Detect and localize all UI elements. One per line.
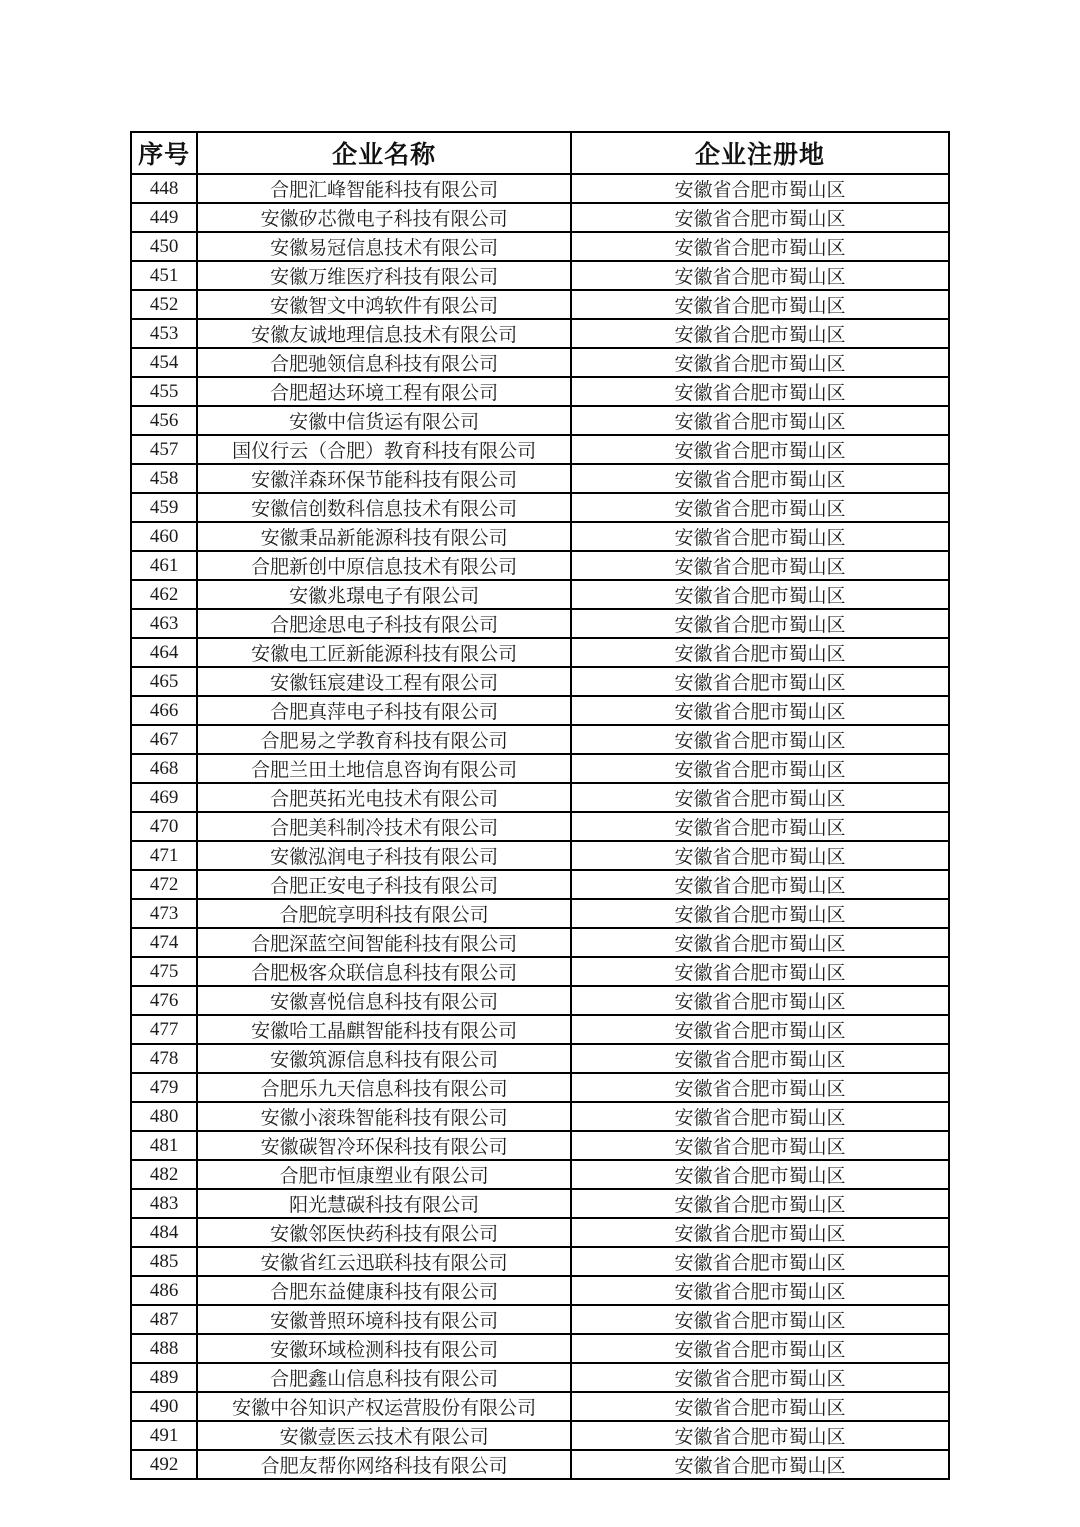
table-row bbox=[131, 319, 949, 348]
table-row bbox=[131, 1392, 949, 1421]
table-row bbox=[131, 1102, 949, 1131]
serial-number-cell: 477 bbox=[131, 1015, 197, 1044]
company-name-cell: 合肥超达环境工程有限公司 bbox=[197, 377, 571, 406]
serial-number-cell: 483 bbox=[131, 1189, 197, 1218]
company-name-cell: 合肥兰田土地信息咨询有限公司 bbox=[197, 754, 571, 783]
serial-number-cell: 451 bbox=[131, 261, 197, 290]
registration-location-cell: 安徽省合肥市蜀山区 bbox=[571, 348, 949, 377]
company-name-cell: 安徽智文中鸿软件有限公司 bbox=[197, 290, 571, 319]
company-name-cell: 合肥极客众联信息科技有限公司 bbox=[197, 957, 571, 986]
company-name-cell: 安徽友诚地理信息技术有限公司 bbox=[197, 319, 571, 348]
registration-location-cell: 安徽省合肥市蜀山区 bbox=[571, 1160, 949, 1189]
serial-number-cell: 474 bbox=[131, 928, 197, 957]
table-body bbox=[131, 174, 949, 1479]
company-name-cell: 安徽洋森环保节能科技有限公司 bbox=[197, 464, 571, 493]
registration-location-cell: 安徽省合肥市蜀山区 bbox=[571, 493, 949, 522]
registration-location-cell: 安徽省合肥市蜀山区 bbox=[571, 232, 949, 261]
table-row bbox=[131, 580, 949, 609]
serial-number-cell: 464 bbox=[131, 638, 197, 667]
table-row bbox=[131, 377, 949, 406]
registration-location-cell: 安徽省合肥市蜀山区 bbox=[571, 725, 949, 754]
serial-number-cell: 478 bbox=[131, 1044, 197, 1073]
serial-number-cell: 462 bbox=[131, 580, 197, 609]
company-name-cell: 合肥真萍电子科技有限公司 bbox=[197, 696, 571, 725]
registration-location-cell: 安徽省合肥市蜀山区 bbox=[571, 522, 949, 551]
serial-number-cell: 489 bbox=[131, 1363, 197, 1392]
company-name-cell: 安徽哈工晶麒智能科技有限公司 bbox=[197, 1015, 571, 1044]
header-company-name: 企业名称 bbox=[197, 132, 571, 174]
table-row bbox=[131, 899, 949, 928]
company-name-cell: 合肥驰领信息科技有限公司 bbox=[197, 348, 571, 377]
serial-number-cell: 485 bbox=[131, 1247, 197, 1276]
serial-number-cell: 491 bbox=[131, 1421, 197, 1450]
company-name-cell: 安徽普照环境科技有限公司 bbox=[197, 1305, 571, 1334]
registration-location-cell: 安徽省合肥市蜀山区 bbox=[571, 1015, 949, 1044]
company-name-cell: 合肥汇峰智能科技有限公司 bbox=[197, 174, 571, 203]
serial-number-cell: 456 bbox=[131, 406, 197, 435]
registration-location-cell: 安徽省合肥市蜀山区 bbox=[571, 957, 949, 986]
serial-number-cell: 465 bbox=[131, 667, 197, 696]
company-name-cell: 合肥英拓光电技术有限公司 bbox=[197, 783, 571, 812]
table-row bbox=[131, 493, 949, 522]
company-name-cell: 合肥深蓝空间智能科技有限公司 bbox=[197, 928, 571, 957]
company-name-cell: 安徽信创数科信息技术有限公司 bbox=[197, 493, 571, 522]
table-row bbox=[131, 203, 949, 232]
company-name-cell: 合肥鑫山信息科技有限公司 bbox=[197, 1363, 571, 1392]
registration-location-cell: 安徽省合肥市蜀山区 bbox=[571, 464, 949, 493]
serial-number-cell: 488 bbox=[131, 1334, 197, 1363]
table-row bbox=[131, 725, 949, 754]
serial-number-cell: 454 bbox=[131, 348, 197, 377]
table-row bbox=[131, 1073, 949, 1102]
table-row bbox=[131, 1015, 949, 1044]
registration-location-cell: 安徽省合肥市蜀山区 bbox=[571, 1363, 949, 1392]
table-row bbox=[131, 435, 949, 464]
serial-number-cell: 471 bbox=[131, 841, 197, 870]
registration-location-cell: 安徽省合肥市蜀山区 bbox=[571, 899, 949, 928]
table-row bbox=[131, 1044, 949, 1073]
registration-location-cell: 安徽省合肥市蜀山区 bbox=[571, 435, 949, 464]
registration-location-cell: 安徽省合肥市蜀山区 bbox=[571, 638, 949, 667]
company-name-cell: 安徽喜悦信息科技有限公司 bbox=[197, 986, 571, 1015]
serial-number-cell: 472 bbox=[131, 870, 197, 899]
table-row bbox=[131, 667, 949, 696]
serial-number-cell: 480 bbox=[131, 1102, 197, 1131]
table-row bbox=[131, 290, 949, 319]
registration-location-cell: 安徽省合肥市蜀山区 bbox=[571, 783, 949, 812]
registration-location-cell: 安徽省合肥市蜀山区 bbox=[571, 203, 949, 232]
company-name-cell: 安徽小滚珠智能科技有限公司 bbox=[197, 1102, 571, 1131]
table-row bbox=[131, 1450, 949, 1479]
serial-number-cell: 482 bbox=[131, 1160, 197, 1189]
serial-number-cell: 468 bbox=[131, 754, 197, 783]
serial-number-cell: 473 bbox=[131, 899, 197, 928]
serial-number-cell: 459 bbox=[131, 493, 197, 522]
company-name-cell: 安徽壹医云技术有限公司 bbox=[197, 1421, 571, 1450]
company-name-cell: 安徽中信货运有限公司 bbox=[197, 406, 571, 435]
registration-location-cell: 安徽省合肥市蜀山区 bbox=[571, 1450, 949, 1479]
table-row bbox=[131, 522, 949, 551]
company-name-cell: 合肥东益健康科技有限公司 bbox=[197, 1276, 571, 1305]
table-row bbox=[131, 957, 949, 986]
company-name-cell: 安徽省红云迅联科技有限公司 bbox=[197, 1247, 571, 1276]
registration-location-cell: 安徽省合肥市蜀山区 bbox=[571, 1305, 949, 1334]
company-name-cell: 安徽泓润电子科技有限公司 bbox=[197, 841, 571, 870]
registration-location-cell: 安徽省合肥市蜀山区 bbox=[571, 1189, 949, 1218]
serial-number-cell: 460 bbox=[131, 522, 197, 551]
registration-location-cell: 安徽省合肥市蜀山区 bbox=[571, 261, 949, 290]
registration-location-cell: 安徽省合肥市蜀山区 bbox=[571, 1276, 949, 1305]
serial-number-cell: 469 bbox=[131, 783, 197, 812]
registration-location-cell: 安徽省合肥市蜀山区 bbox=[571, 841, 949, 870]
table-row bbox=[131, 406, 949, 435]
company-name-cell: 安徽万维医疗科技有限公司 bbox=[197, 261, 571, 290]
company-name-cell: 安徽邻医快药科技有限公司 bbox=[197, 1218, 571, 1247]
registration-location-cell: 安徽省合肥市蜀山区 bbox=[571, 1247, 949, 1276]
company-name-cell: 安徽碳智冷环保科技有限公司 bbox=[197, 1131, 571, 1160]
company-name-cell: 安徽易冠信息技术有限公司 bbox=[197, 232, 571, 261]
registration-location-cell: 安徽省合肥市蜀山区 bbox=[571, 1392, 949, 1421]
table-row bbox=[131, 1305, 949, 1334]
company-name-cell: 合肥正安电子科技有限公司 bbox=[197, 870, 571, 899]
serial-number-cell: 470 bbox=[131, 812, 197, 841]
company-name-cell: 安徽环域检测科技有限公司 bbox=[197, 1334, 571, 1363]
registration-location-cell: 安徽省合肥市蜀山区 bbox=[571, 696, 949, 725]
registration-location-cell: 安徽省合肥市蜀山区 bbox=[571, 580, 949, 609]
serial-number-cell: 461 bbox=[131, 551, 197, 580]
table-row bbox=[131, 1131, 949, 1160]
registration-location-cell: 安徽省合肥市蜀山区 bbox=[571, 1073, 949, 1102]
table-row bbox=[131, 696, 949, 725]
serial-number-cell: 463 bbox=[131, 609, 197, 638]
registration-location-cell: 安徽省合肥市蜀山区 bbox=[571, 551, 949, 580]
registration-location-cell: 安徽省合肥市蜀山区 bbox=[571, 928, 949, 957]
table-row bbox=[131, 841, 949, 870]
company-name-cell: 合肥市恒康塑业有限公司 bbox=[197, 1160, 571, 1189]
registration-location-cell: 安徽省合肥市蜀山区 bbox=[571, 754, 949, 783]
serial-number-cell: 453 bbox=[131, 319, 197, 348]
serial-number-cell: 448 bbox=[131, 174, 197, 203]
serial-number-cell: 457 bbox=[131, 435, 197, 464]
company-name-cell: 合肥易之学教育科技有限公司 bbox=[197, 725, 571, 754]
serial-number-cell: 487 bbox=[131, 1305, 197, 1334]
serial-number-cell: 467 bbox=[131, 725, 197, 754]
company-name-cell: 安徽矽芯微电子科技有限公司 bbox=[197, 203, 571, 232]
registration-location-cell: 安徽省合肥市蜀山区 bbox=[571, 1044, 949, 1073]
company-name-cell: 安徽兆璟电子有限公司 bbox=[197, 580, 571, 609]
serial-number-cell: 486 bbox=[131, 1276, 197, 1305]
header-registration-location: 企业注册地 bbox=[571, 132, 949, 174]
table-row bbox=[131, 261, 949, 290]
table-row bbox=[131, 870, 949, 899]
serial-number-cell: 449 bbox=[131, 203, 197, 232]
table-row bbox=[131, 783, 949, 812]
serial-number-cell: 479 bbox=[131, 1073, 197, 1102]
table-row bbox=[131, 1189, 949, 1218]
serial-number-cell: 455 bbox=[131, 377, 197, 406]
table-row bbox=[131, 609, 949, 638]
table-row bbox=[131, 1276, 949, 1305]
table-row bbox=[131, 464, 949, 493]
registration-location-cell: 安徽省合肥市蜀山区 bbox=[571, 319, 949, 348]
registration-location-cell: 安徽省合肥市蜀山区 bbox=[571, 174, 949, 203]
company-name-cell: 安徽筑源信息科技有限公司 bbox=[197, 1044, 571, 1073]
company-name-cell: 合肥友帮你网络科技有限公司 bbox=[197, 1450, 571, 1479]
company-name-cell: 合肥皖享明科技有限公司 bbox=[197, 899, 571, 928]
table-row bbox=[131, 232, 949, 261]
registration-location-cell: 安徽省合肥市蜀山区 bbox=[571, 406, 949, 435]
table-row bbox=[131, 1363, 949, 1392]
table-row bbox=[131, 812, 949, 841]
serial-number-cell: 476 bbox=[131, 986, 197, 1015]
serial-number-cell: 466 bbox=[131, 696, 197, 725]
company-name-cell: 安徽秉品新能源科技有限公司 bbox=[197, 522, 571, 551]
registration-location-cell: 安徽省合肥市蜀山区 bbox=[571, 609, 949, 638]
serial-number-cell: 481 bbox=[131, 1131, 197, 1160]
company-name-cell: 国仪行云（合肥）教育科技有限公司 bbox=[197, 435, 571, 464]
table-row bbox=[131, 638, 949, 667]
serial-number-cell: 458 bbox=[131, 464, 197, 493]
company-name-cell: 安徽电工匠新能源科技有限公司 bbox=[197, 638, 571, 667]
registration-location-cell: 安徽省合肥市蜀山区 bbox=[571, 812, 949, 841]
company-name-cell: 合肥途思电子科技有限公司 bbox=[197, 609, 571, 638]
table-row bbox=[131, 1421, 949, 1450]
registration-location-cell: 安徽省合肥市蜀山区 bbox=[571, 1218, 949, 1247]
serial-number-cell: 492 bbox=[131, 1450, 197, 1479]
company-table-container bbox=[130, 131, 950, 1480]
table-row bbox=[131, 928, 949, 957]
company-name-cell: 合肥新创中原信息技术有限公司 bbox=[197, 551, 571, 580]
company-registration-table bbox=[130, 131, 950, 1480]
registration-location-cell: 安徽省合肥市蜀山区 bbox=[571, 1421, 949, 1450]
serial-number-cell: 475 bbox=[131, 957, 197, 986]
company-name-cell: 安徽钰宸建设工程有限公司 bbox=[197, 667, 571, 696]
serial-number-cell: 450 bbox=[131, 232, 197, 261]
table-row bbox=[131, 986, 949, 1015]
registration-location-cell: 安徽省合肥市蜀山区 bbox=[571, 1102, 949, 1131]
table-header-row bbox=[131, 132, 949, 174]
header-serial-number: 序号 bbox=[131, 132, 197, 174]
company-name-cell: 合肥乐九天信息科技有限公司 bbox=[197, 1073, 571, 1102]
table-row bbox=[131, 1334, 949, 1363]
registration-location-cell: 安徽省合肥市蜀山区 bbox=[571, 986, 949, 1015]
table-row bbox=[131, 754, 949, 783]
registration-location-cell: 安徽省合肥市蜀山区 bbox=[571, 377, 949, 406]
serial-number-cell: 452 bbox=[131, 290, 197, 319]
serial-number-cell: 484 bbox=[131, 1218, 197, 1247]
company-name-cell: 合肥美科制冷技术有限公司 bbox=[197, 812, 571, 841]
registration-location-cell: 安徽省合肥市蜀山区 bbox=[571, 1334, 949, 1363]
table-row bbox=[131, 1218, 949, 1247]
registration-location-cell: 安徽省合肥市蜀山区 bbox=[571, 667, 949, 696]
company-name-cell: 安徽中谷知识产权运营股份有限公司 bbox=[197, 1392, 571, 1421]
serial-number-cell: 490 bbox=[131, 1392, 197, 1421]
table-row bbox=[131, 1160, 949, 1189]
table-row bbox=[131, 1247, 949, 1276]
company-name-cell: 阳光慧碳科技有限公司 bbox=[197, 1189, 571, 1218]
registration-location-cell: 安徽省合肥市蜀山区 bbox=[571, 290, 949, 319]
table-row bbox=[131, 174, 949, 203]
registration-location-cell: 安徽省合肥市蜀山区 bbox=[571, 1131, 949, 1160]
table-row bbox=[131, 348, 949, 377]
registration-location-cell: 安徽省合肥市蜀山区 bbox=[571, 870, 949, 899]
table-row bbox=[131, 551, 949, 580]
